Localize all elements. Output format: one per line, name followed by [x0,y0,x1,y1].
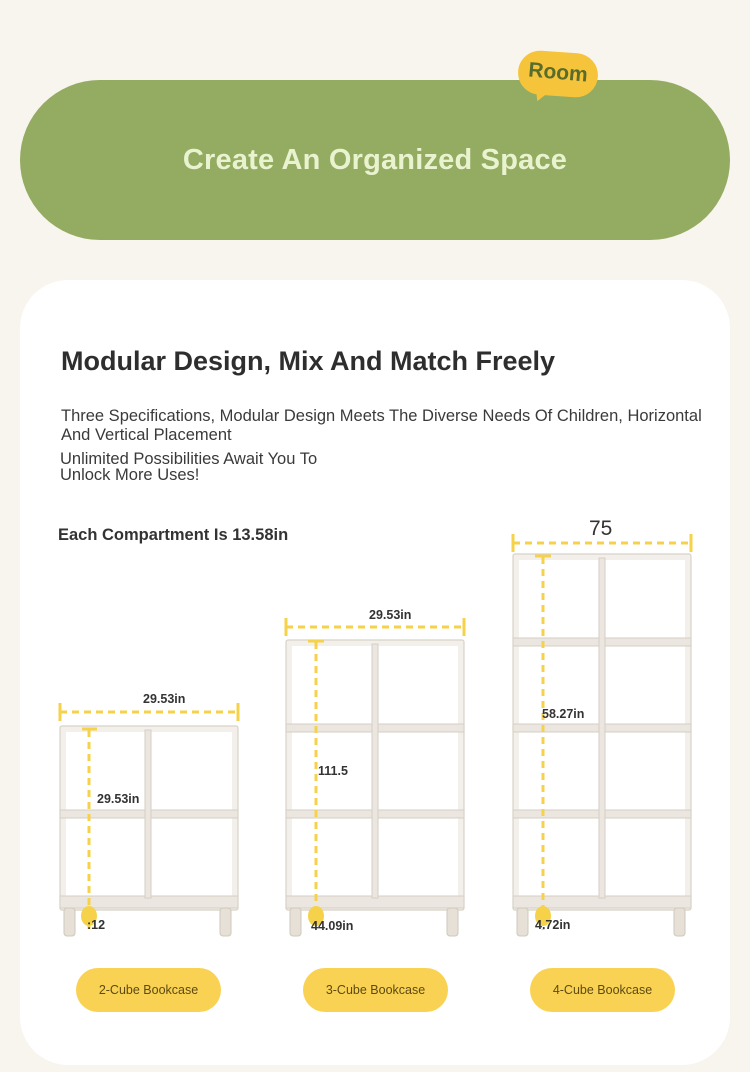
product-pill-3-cube[interactable] [303,968,448,1012]
product-pill-4-cube[interactable] [530,968,675,1012]
bookcase-4-cube [513,534,691,936]
bookcase-3-cube [286,618,464,936]
bookcase-2-leg-label: :12 [87,918,106,932]
bookcase-2-cube [60,703,238,936]
bookcase-4-height-label: 58.27in [542,707,585,721]
bookcase-2-height-label: 29.53in [97,792,140,806]
section-heading: Modular Design, Mix And Match Freely [61,346,556,376]
bookcase-2-width-label: 29.53in [143,692,186,706]
product-pill-label: 3-Cube Bookcase [325,983,426,997]
banner-title: Create An Organized Space [182,143,568,176]
bookcase-3-leg-label: 44.09in [311,919,354,933]
product-pill-label: 4-Cube Bookcase [552,983,653,997]
product-pill-label: 2-Cube Bookcase [98,983,199,997]
bookcase-4-width-label: 75 [589,517,613,540]
tagline-text: Unlimited Possibilities Await You To Unlock More Uses! [60,450,318,484]
product-pill-2-cube[interactable] [76,968,221,1012]
description-text: Three Specifications, Modular Design Meets The Diverse Needs Of Children, Horizontal And Vertical Placement [61,407,702,444]
bookcase-3-height-label: 111.5 [318,764,348,778]
bookcase-3-width-label: 29.53in [369,608,412,622]
badge-label: Room [527,58,589,87]
bookcase-4-leg-label: 4.72in [535,918,571,932]
compartment-note: Each Compartment Is 13.58in [58,526,289,544]
